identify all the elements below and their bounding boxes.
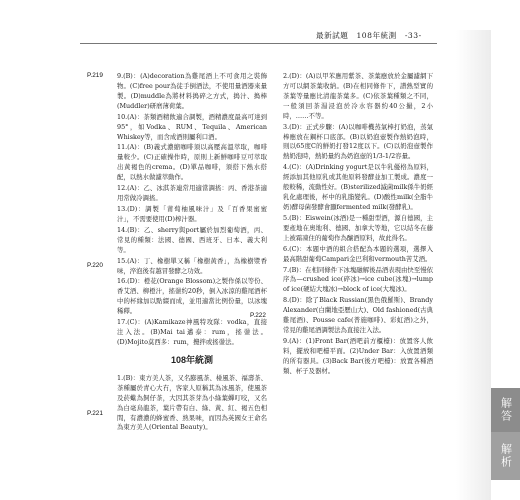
answer-item: 5.(B)：Eiswein(冰酒)是一種甜型酒，源自德國，主要產地在奧地利、德國、加拿大等地，它以結冬在藤上被霜凍住的葡萄作為釀酒原料，故此得名。 xyxy=(283,213,433,242)
right-items-mid xyxy=(283,245,433,296)
answer-item: 11.(A)：(B)義式濃縮咖啡須以高壓高溫萃取，咖啡量較少。(C)正確操作時，原則上新鮮咖啡豆可萃取出黃褐色的crema。(D)單品咖啡，須搭下熱水搭配，以熱水做濾萃動作。 xyxy=(117,143,267,182)
page-ref-p220: P.220 xyxy=(87,262,103,269)
answer-item: 9.(B)：(A)decoration為雞尾酒上不可食用之裝飾物。(C)free pour為徒手倒酒法，不使用量酒器來量製。(D)muddle為將材料搗碎之方式，搗汁、搗棒(Muddler)研磨薄荷葉。 xyxy=(117,72,267,110)
answer-item: 15.(A)：丁、橡樹單又稱「橡樹黃香」，為橡樹漿香味，淬泡後有越冒發酵之功效。 xyxy=(117,256,267,275)
answer-item: 14.(B)：乙、sherry與port屬於加烈葡萄酒，丙、常見的種類：法國、德國、西班牙、日本、義大利等。 xyxy=(117,225,267,254)
right-items-top xyxy=(283,72,433,244)
answer-item: 10.(A)：茶類酒精飲適合調製，酒精濃度最高可達到95°，如Vodka、RUM、Tequila、American Whiskey等，而含成酒則屬利口酒。 xyxy=(117,112,267,141)
answer-item: 13.(D)：調製「莆萄柚風味汁」及「百香果蜜蜜汁」，不需要使用(D)榨汁器。 xyxy=(117,204,267,223)
left-items-top xyxy=(117,72,267,256)
answer-item: 8.(D)：除了Black Russian(黑色俄羅斯)、Brandy Alexander(白蘭地亞歷山大)、Old fashioned(古典雞尾酒)、Pousse cafe(普施咖啡)、彩虹酒)之外，常見的雞尾酒調製法為直接注入法。 xyxy=(283,296,433,335)
answer-item: 7.(B)：在相同條件下冰塊融解後品酒表現由快至慢依序為—crushed ice(碎冰)→ice cube(冰塊)→lump of ice(硬結大塊冰)→block of ice(大塊冰)。 xyxy=(283,265,433,294)
left-column xyxy=(117,72,267,434)
answer-item: 17.(C)：(A)Kamikaze神風特攻隊：vodka，直接注入法。(B)Mai tai邁泰：rum，搖盪法。(D)Mojito莫西多：rum，攪拌或搖盪法。 xyxy=(117,318,267,346)
answer-item: 16.(D)：橙花(Orange Blossom)之製作係以等份、香艾酒、柳橙汁，搖盪約20秒，倒入冰涼的雞尾酒杯中的杯緣加以點綴而成，並用適當比例份量，以冰塊稀釋。 xyxy=(117,277,267,316)
explanation-tab[interactable]: 解析 xyxy=(491,432,520,480)
answer-item: 12.(A)：乙、冰淇茶連常用適當調搖：丙、香港茶適用常做冷調搖。 xyxy=(117,184,267,203)
answer-item: 4.(C)：(A)Drinking yogurt是以牛乳優格為原料，經添加其他原乳或其他原料發酵並加工製成。濃度一般較稀，流動性好。(B)sterilized滅菌milk係牛奶經乳化處理後，杯中的乳脂變乳。(D)酸性milk(全脂牛奶)酵母菌發酵會顯fermented milk(發酵乳)。 xyxy=(283,163,433,211)
section-title: 108年統測 xyxy=(170,354,214,365)
answer-item: 6.(C)：本題中酒的組合搭配為本題的選項，選擇入最高階甜葡萄Campari金巴利和vermouth苦艾酒。 xyxy=(283,244,433,263)
running-header xyxy=(0,30,520,44)
answer-item: 1.(B)：東方美人茶，又名膨風茶、椪風茶、福壽茶、茶種屬於青心大冇，客家人原稱其為冰風茶，使風茶及菸蠍為飼仔茶，大因其茶芽為小綠葉蟬叮咬，又名為白毫烏龍茶，葉片帶有白、綠、黃、紅、褐五色相間，有濃濃的蜂蜜香、熟果味，而因為英國女王命名為東方美人(Oriental Beauty)。 xyxy=(117,373,267,432)
header-rule xyxy=(80,43,437,44)
right-column xyxy=(283,72,433,378)
left-items-mid xyxy=(117,257,267,348)
page-edge-shading xyxy=(456,30,491,500)
answer-item: 2.(D)：(A)以甲苯應用紫茶、茶葉應放於金屬濾網下方可以網茶葉收納。(B)在相同條件下，譜熱型實的茶葉等量應比清龍茶葉多。(C)依茶葉種類之不同，一般須回茶湯浸泡於冷水容器約40公撮，2小時，……不等。 xyxy=(283,72,433,120)
page-ref-p219: P.219 xyxy=(87,72,103,79)
answer-item: 3.(D)：正式步驟：(A)以咖啡機蒸氣棒打奶泡，蒸氣棒應放在鋼杯口底部。(B)以奶泡壺製作熱奶泡時，則以65度C的鮮奶打發12度以下。(C)以奶泡壺製作熱奶泡時，熱奶量約為奶泡壺的1/3-1/2容量。 xyxy=(283,122,433,161)
page-ref-p222: P.222 xyxy=(250,312,266,319)
running-title: 最新試題 108年統測 -33- xyxy=(316,31,422,40)
page-ref-p221: P.221 xyxy=(87,410,103,417)
left-items-bottom xyxy=(117,374,267,434)
right-items-bottom xyxy=(283,296,433,376)
answer-tab[interactable]: 解答 xyxy=(491,388,520,432)
answer-item: 9.(A)：(1)Front Bar(酒吧前方櫃檯)：放置客人飲料，擺放和吧檯平面。(2)Under Bar：入放置酒類的所有器具。(3)Back Bar(後方吧檯)：放置各種酒類、杯子及器材。 xyxy=(283,336,433,375)
